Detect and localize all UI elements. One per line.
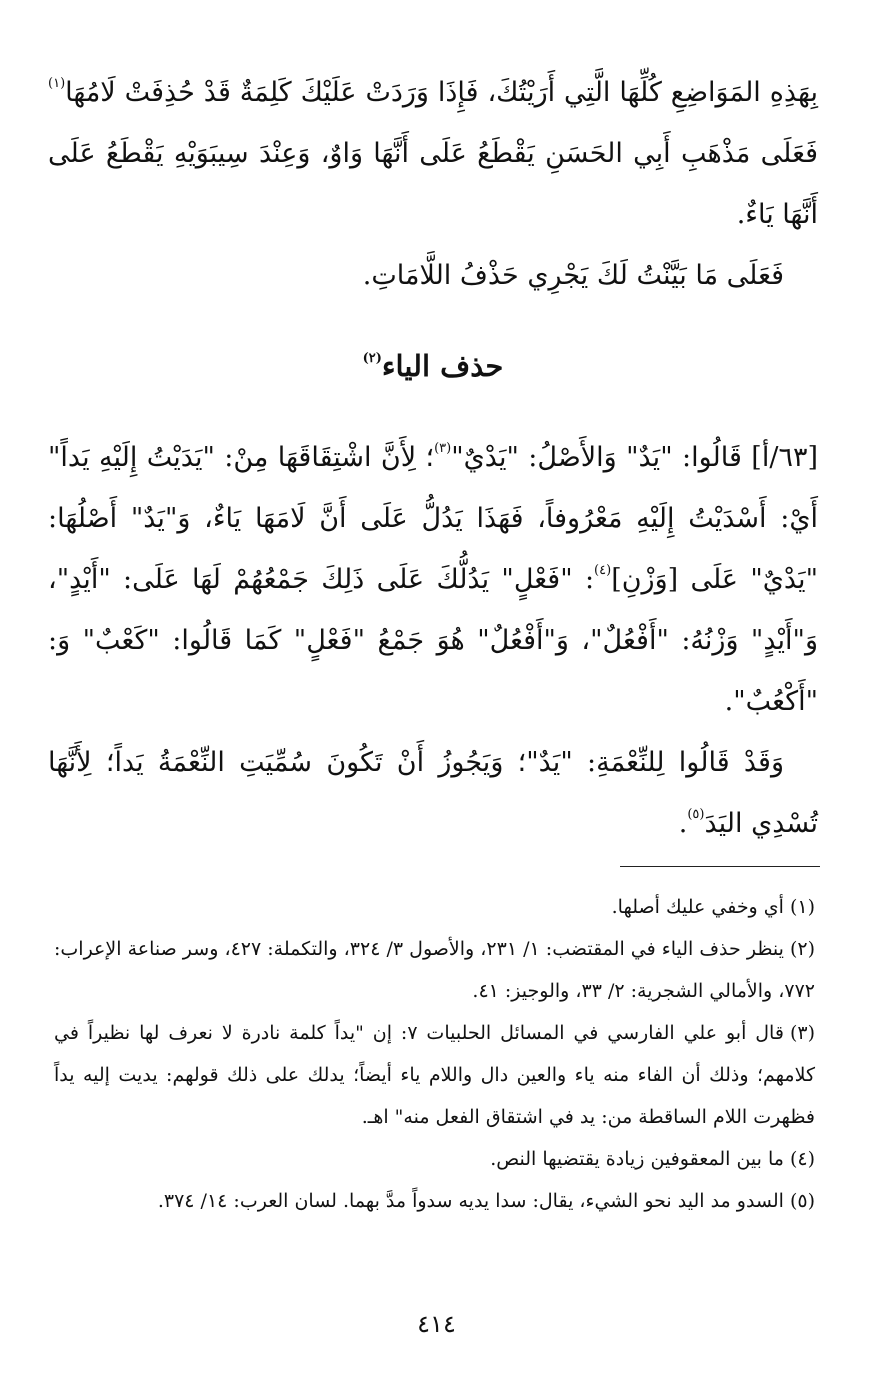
footnotes bbox=[54, 886, 815, 1222]
footnote-5 bbox=[54, 1180, 815, 1222]
footnote-separator bbox=[620, 866, 820, 867]
footnote-text: ينظر حذف الياء في المقتضب: ١/ ٢٣١، والأصول ٣/ ٣٢٤، والتكملة: ٤٢٧، وسر صناعة الإعراب: ٧٧٢، والأمالي الشجرية: ٢/ ٣٣، والوجيز: ٤١. bbox=[54, 938, 815, 1002]
footnote-text: السدو مد اليد نحو الشيء، يقال: سدا يديه سدواً مدَّ بهما. لسان العرب: ١٤/ ٣٧٤. bbox=[157, 1190, 784, 1212]
paragraph-4-part-a: وَقَدْ قَالُوا لِلنِّعْمَةِ: "يَدٌ"؛ وَيَجُوزُ أَنْ تَكُونَ سُمِّيَتِ النِّعْمَةُ يَداً؛ لِأَنَّهَا تُسْدِي اليَدَ bbox=[48, 747, 818, 839]
paragraph-4 bbox=[48, 732, 818, 854]
footnote-ref-2[interactable]: (٢) bbox=[362, 351, 382, 366]
paragraph-3 bbox=[48, 427, 818, 732]
page-number: ٤١٤ bbox=[417, 1310, 456, 1338]
footnote-ref-4[interactable]: (٤) bbox=[594, 563, 612, 578]
paragraph-3-part-b: ؛ لِأَنَّ اشْتِقَاقَهَا مِنْ: "يَدَيْتُ إِلَيْهِ يَداً" أَيْ: أَسْدَيْتُ إِلَيْهِ مَعْرُوفاً، فَهَذَا يَدُلُّ عَلَى أَنَّ لَامَهَا يَاءٌ، وَ"يَدٌ" أَصْلُهَا: "يَدْيٌ" عَلَى [وَزْنِ] bbox=[48, 442, 818, 595]
footnote-2 bbox=[54, 928, 815, 1012]
footnote-number: (٤) bbox=[789, 1148, 815, 1170]
paragraph-1-start: بِهَذِهِ المَوَاضِعِ كُلِّهَا الَّتِي أَرَيْتُكَ، فَإِذَا وَرَدَتْ عَلَيْكَ كَلِمَةٌ قَدْ حُذِفَتْ لَامُهَا bbox=[65, 77, 818, 108]
footnote-4 bbox=[54, 1138, 815, 1180]
footnote-text: قال أبو علي الفارسي في المسائل الحلبيات ٧: إن "يداً كلمة نادرة لا نعرف لها نظيراً في كلامهم؛ وذلك أن الفاء منه ياء والعين دال واللام ياء أيضاً؛ يدلك على ذلك قولهم: يديت إليه يداً فظهرت اللام الساقطة من: يد في اشتقاق الفعل منه" اهـ. bbox=[54, 1022, 815, 1128]
footnote-ref-3[interactable]: (٣) bbox=[434, 441, 452, 456]
footnote-text: أي وخفي عليك أصلها. bbox=[611, 896, 784, 918]
footnote-number: (٣) bbox=[789, 1022, 815, 1044]
paragraph-1-rest: فَعَلَى مَذْهَبِ أَبِي الحَسَنِ يَقْطَعُ عَلَى أَنَّهَا وَاوٌ، وَعِنْدَ سِيبَوَيْهِ يَقْطَعُ عَلَى أَنَّهَا يَاءٌ. bbox=[48, 138, 818, 230]
paragraph-1 bbox=[48, 62, 818, 245]
paragraph-2: فَعَلَى مَا بَيَّنْتُ لَكَ يَجْرِي حَذْفُ اللَّامَاتِ. bbox=[362, 260, 784, 291]
section-heading-text: حذف الياء bbox=[381, 349, 504, 383]
paragraph-3-part-c: : "فَعْلٍ" يَدُلُّكَ عَلَى ذَلِكَ جَمْعُهُمْ لَهَا عَلَى: "أَيْدٍ"، وَ"أَيْدٍ" وَزْنُهُ: "أَفْعُلٌ"، وَ"أَفْعُلٌ" هُوَ جَمْعُ "فَعْلٍ" كَمَا قَالُوا: "كَعْبٌ" وَ: "أَكْعُبٌ". bbox=[48, 564, 818, 717]
footnote-text: ما بين المعقوفين زيادة يقتضيها النص. bbox=[490, 1148, 784, 1170]
footnote-number: (٢) bbox=[789, 938, 815, 960]
footnote-ref-1[interactable]: (١) bbox=[48, 76, 66, 91]
paragraph-3-part-a: [٦٣/أ] قَالُوا: "يَدٌ" وَالأَصْلُ: "يَدْيٌ" bbox=[451, 442, 818, 473]
footnote-ref-5[interactable]: (٥) bbox=[687, 807, 705, 822]
footnote-number: (١) bbox=[789, 896, 815, 918]
paragraph-4-end: . bbox=[678, 808, 688, 839]
footnote-1 bbox=[54, 886, 815, 928]
footnote-number: (٥) bbox=[789, 1190, 815, 1212]
footnote-3 bbox=[54, 1012, 815, 1138]
section-heading bbox=[48, 336, 818, 397]
main-text bbox=[48, 62, 818, 854]
